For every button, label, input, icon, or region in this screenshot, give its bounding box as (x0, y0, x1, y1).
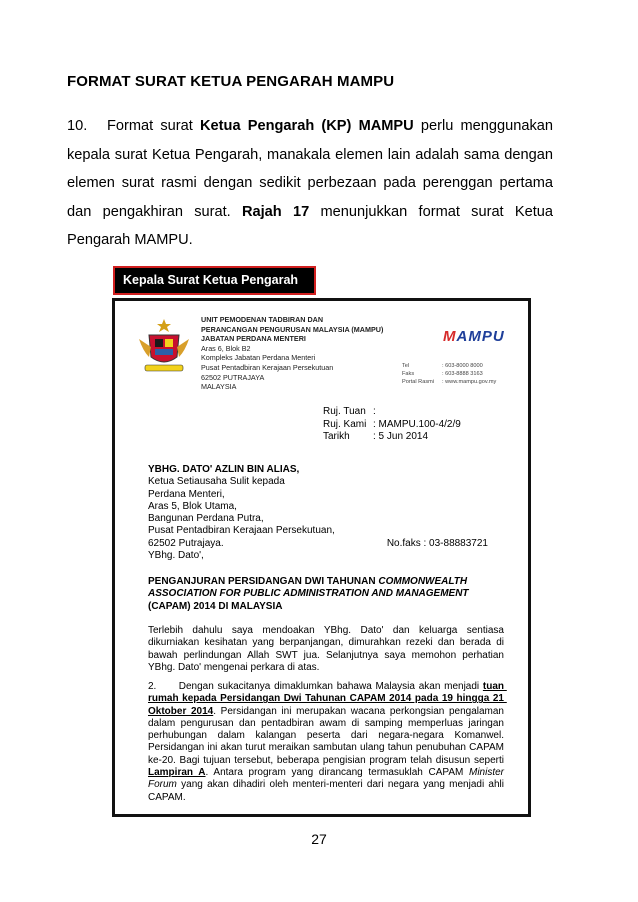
tel-label: Tel (402, 363, 410, 369)
para2-underlined: tuan rumah kepada Persidangan Dwi Tahunan CAPAM 2014 pada 19 hingga 21 Oktober 2014 (148, 681, 507, 717)
ruj-kami-label: Ruj. Kami (323, 418, 367, 430)
letter-subject (148, 576, 498, 613)
para2-text: . Antara program yang dirancang termasuklah CAPAM (205, 767, 469, 779)
address-line: UNIT PEMODENAN TADBIRAN DAN (201, 315, 324, 324)
faks-value: : 603-8888 3163 (442, 371, 483, 377)
intro-text-2: perlu menggunakan kepala surat Ketua Pengarah, manakala elemen lain adalah sama dengan elemen surat rasmi dengan sedikit perbezaan pada perenggan pertama dan pengakhiran surat. (67, 118, 553, 220)
intro-paragraph (67, 112, 553, 255)
ruj-kami-value: : MAMPU.100-4/2/9 (373, 418, 461, 430)
lampiran-link: Lampiran A (148, 767, 206, 779)
tel-value: : 603-8000 8000 (442, 363, 483, 369)
recipient-line: Aras 5, Blok Utama, (148, 500, 237, 512)
recipient-line: Perdana Menteri, (148, 488, 225, 500)
letterhead-contact (402, 362, 496, 386)
portal-value: : www.mampu.gov.my (442, 379, 497, 385)
faks-label: Faks (402, 371, 415, 377)
address-line: MALAYSIA (201, 382, 237, 392)
subject-italic: COMMONWEALTH ASSOCIATION FOR PUBLIC ADMINISTRATION AND MANAGEMENT (148, 576, 469, 600)
intro-bold-1: Ketua Pengarah (KP) MAMPU (200, 118, 414, 134)
intro-text-1: Format surat (107, 118, 201, 134)
recipient-line: Bangunan Perdana Putra, (148, 513, 264, 525)
tarikh-label: Tarikh (323, 431, 350, 442)
letterhead-address (201, 315, 383, 392)
paragraph-number: 10. (67, 118, 88, 134)
letter-figure (112, 298, 531, 817)
portal-label: Portal Rasmi (402, 379, 435, 385)
section-heading: FORMAT SURAT KETUA PENGARAH MAMPU (67, 73, 395, 90)
recipient-address (148, 464, 508, 550)
recipient-line: Pusat Pentadbiran Kerajaan Persekutuan, (148, 525, 335, 537)
para2-text: yang akan dihadiri oleh menteri-menteri dari negara yang menjadi ahli CAPAM. (148, 779, 507, 803)
page-number: 27 (311, 831, 327, 847)
mampu-logo: MAMPU (443, 328, 505, 345)
letter-paragraph-1: Terlebih dahulu saya mendoakan YBhg. Dato' dan keluarga sentiasa dikurniakan kesihatan yang berpanjangan, dimurahkan rezeki dan berada di bawah perlindungan Allah SWT jua. Selanjutnya saya memohon perhatian YBhg. Dato' mengenai perkara di atas. (148, 625, 504, 673)
coat-of-arms-icon (137, 317, 191, 377)
address-line: Aras 6, Blok B2 (201, 343, 251, 353)
para2-italic: Minister Forum (148, 767, 507, 791)
address-line: 62502 PUTRAJAYA (201, 372, 265, 382)
tarikh-value: : 5 Jun 2014 (373, 431, 429, 442)
para2-text: . Persidangan ini merupakan wacana perkongsian pengalaman dalam pengurusan dan pentadbiran awam di samping memperluas jaringan perhubungan dalam kalangan peserta dari negara-negara Komanwel. Persidangan ini akan turut meraikan sambutan ulang tahun penubuhan CAPAM ke-20. Bagi tujuan tersebut, beberapa pengisian program telah disusun seperti (148, 705, 507, 766)
address-line: PERANCANGAN PENGURUSAN MALAYSIA (MAMPU) (201, 324, 384, 334)
subject-part: (CAPAM) 2014 DI MALAYSIA (148, 600, 283, 612)
address-line: JABATAN PERDANA MENTERI (201, 334, 306, 344)
address-line: Pusat Pentadbiran Kerajaan Persekutuan (201, 362, 334, 372)
intro-text-3: menunjukkan format surat Ketua Pengarah MAMPU. (67, 203, 554, 248)
recipient-line: Ketua Setiausaha Sulit kepada (148, 476, 285, 488)
letter-paragraph-2 (148, 681, 507, 804)
address-line: Kompleks Jabatan Perdana Menteri (201, 353, 316, 363)
ruj-tuan-value: : (373, 406, 376, 417)
ruj-tuan-label: Ruj. Tuan (323, 406, 366, 417)
recipient-name: YBHG. DATO' AZLIN BIN ALIAS, (148, 464, 300, 475)
reference-block (323, 406, 461, 444)
para2-text: 2. Dengan sukacitanya dimaklumkan bahawa Malaysia akan menjadi (148, 681, 483, 692)
salutation: YBhg. Dato', (148, 550, 204, 561)
subject-part: PENGANJURAN PERSIDANGAN DWI TAHUNAN (148, 576, 379, 587)
intro-bold-2: Rajah 17 (241, 203, 310, 220)
recipient-fax: No.faks : 03-88883721 (386, 537, 488, 549)
figure-label: Kepala Surat Ketua Pengarah (113, 266, 316, 295)
recipient-line: 62502 Putrajaya. (148, 537, 224, 549)
